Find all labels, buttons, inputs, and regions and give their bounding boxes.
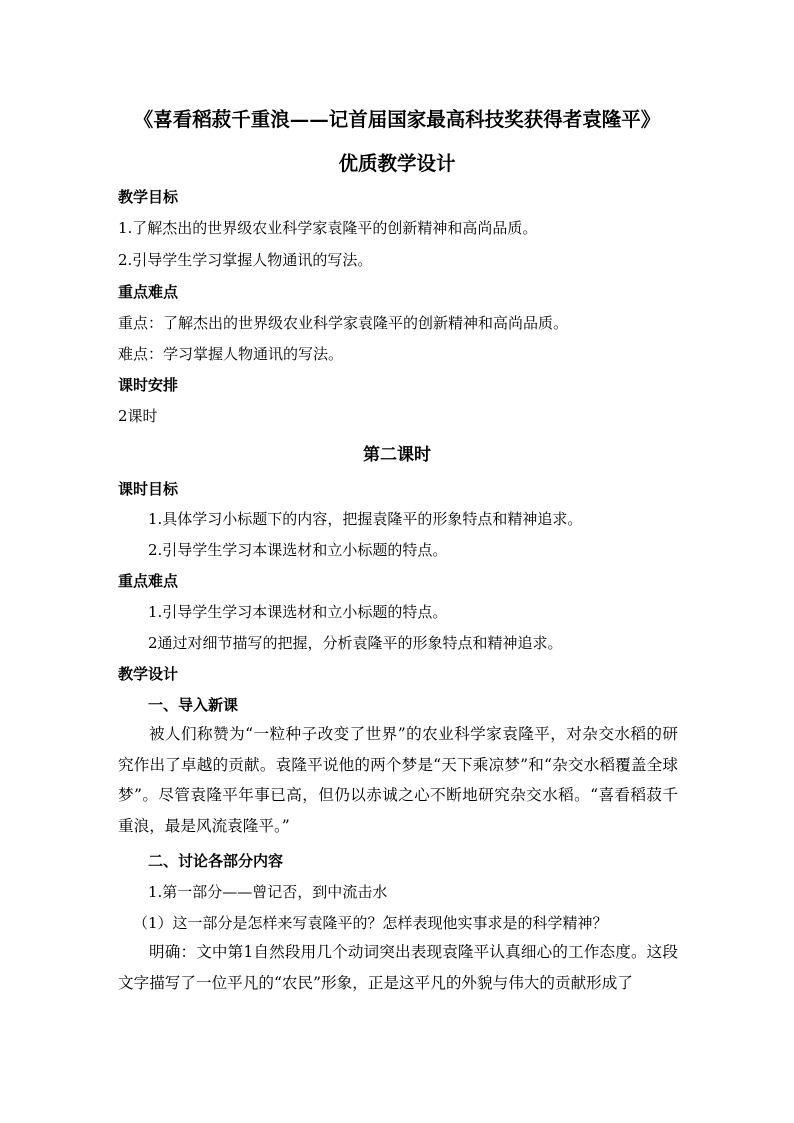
lesson-goal-item: 2.引导学生学习本课选材和立小标题的特点。 [148, 541, 448, 559]
discussion-question: （1）这一部分是怎样来写袁隆平的？怎样表现他实事求是的科学精神？ [133, 914, 608, 932]
introduction-paragraph: 被人们称赞为“一粒种子改变了世界”的农业科学家袁隆平，对杂交水稻的研究作出了卓越的贡献。袁隆平说他的两个梦是“天下乘凉梦”和“杂交水稻覆盖全球梦”。尽管袁隆平年事已高，但仍以赤诚之心不断地研究杂交水稻。“喜看稻菽千重浪，最是风流袁隆平。” [118, 725, 678, 835]
part-heading-introduction: 一、导入新课 [148, 696, 239, 714]
lesson-key-point-item: 2通过对细节描写的把握，分析袁隆平的形象特点和精神追求。 [148, 634, 563, 652]
lesson-title: 第二课时 [363, 445, 431, 465]
teaching-goal-item: 2.引导学生学习掌握人物通讯的写法。 [118, 251, 373, 269]
schedule-item: 2课时 [118, 407, 158, 425]
section-heading-lesson-goals: 课时目标 [118, 480, 179, 498]
discussion-subheading: 1.第一部分——曾记否，到中流击水 [148, 883, 388, 901]
difficult-point-item: 难点：学习掌握人物通讯的写法。 [118, 345, 344, 363]
part-heading-discussion: 二、讨论各部分内容 [148, 852, 284, 870]
document-subtitle: 优质教学设计 [338, 152, 456, 175]
section-heading-schedule: 课时安排 [118, 376, 179, 394]
section-heading-teaching-goals: 教学目标 [118, 188, 179, 206]
lesson-key-point-item: 1.引导学生学习本课选材和立小标题的特点。 [148, 603, 448, 621]
section-heading-teaching-design: 教学设计 [118, 665, 179, 683]
section-heading-key-points: 重点难点 [118, 283, 179, 301]
discussion-answer-paragraph: 明确：文中第1自然段用几个动词突出表现袁隆平认真细心的工作态度。这段文字描写了一位平凡的“农民”形象，正是这平凡的外貌与伟大的贡献形成了 [118, 943, 678, 992]
key-point-item: 重点：了解杰出的世界级农业科学家袁隆平的创新精神和高尚品质。 [118, 314, 569, 332]
section-heading-lesson-key-points: 重点难点 [118, 572, 179, 590]
document-title: 《喜看稻菽千重浪——记首届国家最高科技奖获得者袁隆平》 [133, 108, 661, 131]
teaching-goal-item: 1.了解杰出的世界级农业科学家袁隆平的创新精神和高尚品质。 [118, 219, 538, 237]
lesson-goal-item: 1.具体学习小标题下的内容，把握袁隆平的形象特点和精神追求。 [148, 510, 583, 528]
